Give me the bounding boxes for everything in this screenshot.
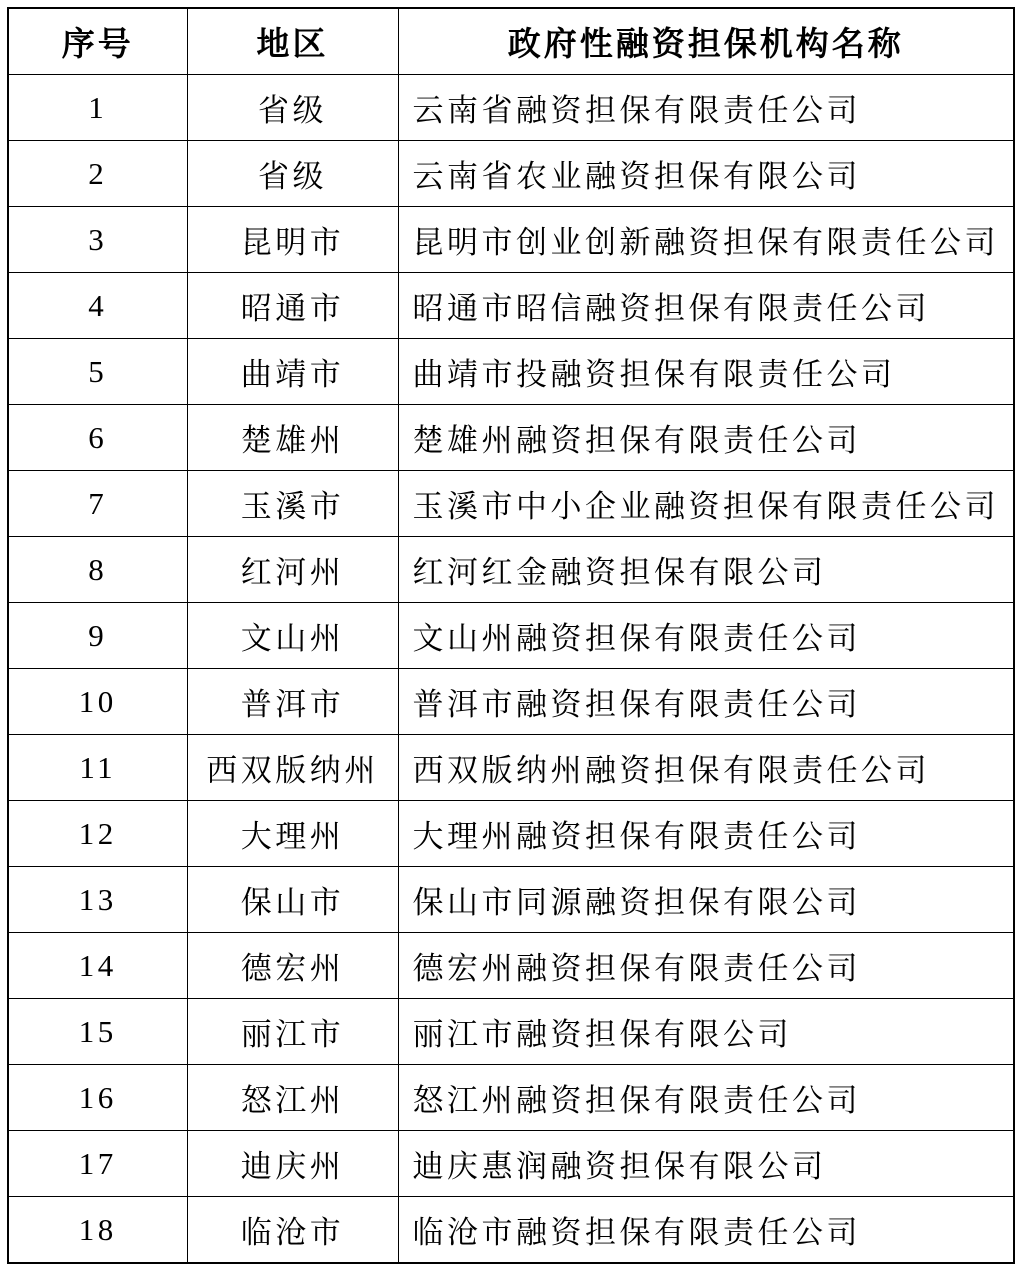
cell-region: 文山州 [187,603,398,669]
cell-index: 3 [8,207,187,273]
cell-region: 楚雄州 [187,405,398,471]
cell-institution-name: 西双版纳州融资担保有限责任公司 [398,735,1014,801]
cell-institution-name: 云南省融资担保有限责任公司 [398,75,1014,141]
cell-region: 红河州 [187,537,398,603]
cell-region: 玉溪市 [187,471,398,537]
cell-index: 5 [8,339,187,405]
table-row [8,867,1014,933]
table-row [8,735,1014,801]
header-index: 序号 [8,8,187,75]
header-institution-name: 政府性融资担保机构名称 [398,8,1014,75]
table-row [8,471,1014,537]
cell-index: 2 [8,141,187,207]
cell-region: 西双版纳州 [187,735,398,801]
cell-index: 16 [8,1065,187,1131]
table-row [8,669,1014,735]
table-row [8,603,1014,669]
cell-institution-name: 曲靖市投融资担保有限责任公司 [398,339,1014,405]
table-row [8,405,1014,471]
cell-institution-name: 临沧市融资担保有限责任公司 [398,1197,1014,1264]
guarantee-institutions-table [7,7,1015,1264]
table-row [8,141,1014,207]
cell-region: 大理州 [187,801,398,867]
cell-region: 省级 [187,141,398,207]
cell-institution-name: 迪庆惠润融资担保有限公司 [398,1131,1014,1197]
cell-region: 丽江市 [187,999,398,1065]
cell-region: 曲靖市 [187,339,398,405]
cell-index: 12 [8,801,187,867]
table-row [8,1197,1014,1264]
cell-region: 昭通市 [187,273,398,339]
table-row [8,999,1014,1065]
cell-index: 9 [8,603,187,669]
header-region: 地区 [187,8,398,75]
cell-index: 6 [8,405,187,471]
cell-institution-name: 德宏州融资担保有限责任公司 [398,933,1014,999]
cell-index: 1 [8,75,187,141]
cell-institution-name: 普洱市融资担保有限责任公司 [398,669,1014,735]
cell-index: 14 [8,933,187,999]
table-row [8,207,1014,273]
cell-index: 15 [8,999,187,1065]
cell-institution-name: 保山市同源融资担保有限公司 [398,867,1014,933]
table-row [8,801,1014,867]
cell-index: 4 [8,273,187,339]
cell-institution-name: 昆明市创业创新融资担保有限责任公司 [398,207,1014,273]
table-row [8,1131,1014,1197]
header-row [8,8,1014,75]
table-body [8,75,1014,1264]
cell-institution-name: 红河红金融资担保有限公司 [398,537,1014,603]
cell-index: 17 [8,1131,187,1197]
cell-index: 11 [8,735,187,801]
cell-region: 临沧市 [187,1197,398,1264]
cell-institution-name: 怒江州融资担保有限责任公司 [398,1065,1014,1131]
cell-index: 8 [8,537,187,603]
cell-institution-name: 昭通市昭信融资担保有限责任公司 [398,273,1014,339]
table-row [8,75,1014,141]
cell-region: 怒江州 [187,1065,398,1131]
cell-region: 昆明市 [187,207,398,273]
table-row [8,273,1014,339]
cell-institution-name: 丽江市融资担保有限公司 [398,999,1014,1065]
table-row [8,1065,1014,1131]
cell-institution-name: 楚雄州融资担保有限责任公司 [398,405,1014,471]
cell-region: 省级 [187,75,398,141]
cell-index: 10 [8,669,187,735]
cell-region: 迪庆州 [187,1131,398,1197]
cell-index: 18 [8,1197,187,1264]
cell-institution-name: 玉溪市中小企业融资担保有限责任公司 [398,471,1014,537]
table-row [8,933,1014,999]
cell-region: 德宏州 [187,933,398,999]
cell-institution-name: 大理州融资担保有限责任公司 [398,801,1014,867]
cell-institution-name: 云南省农业融资担保有限公司 [398,141,1014,207]
cell-region: 普洱市 [187,669,398,735]
cell-index: 7 [8,471,187,537]
cell-region: 保山市 [187,867,398,933]
cell-index: 13 [8,867,187,933]
table-row [8,339,1014,405]
table-row [8,537,1014,603]
cell-institution-name: 文山州融资担保有限责任公司 [398,603,1014,669]
